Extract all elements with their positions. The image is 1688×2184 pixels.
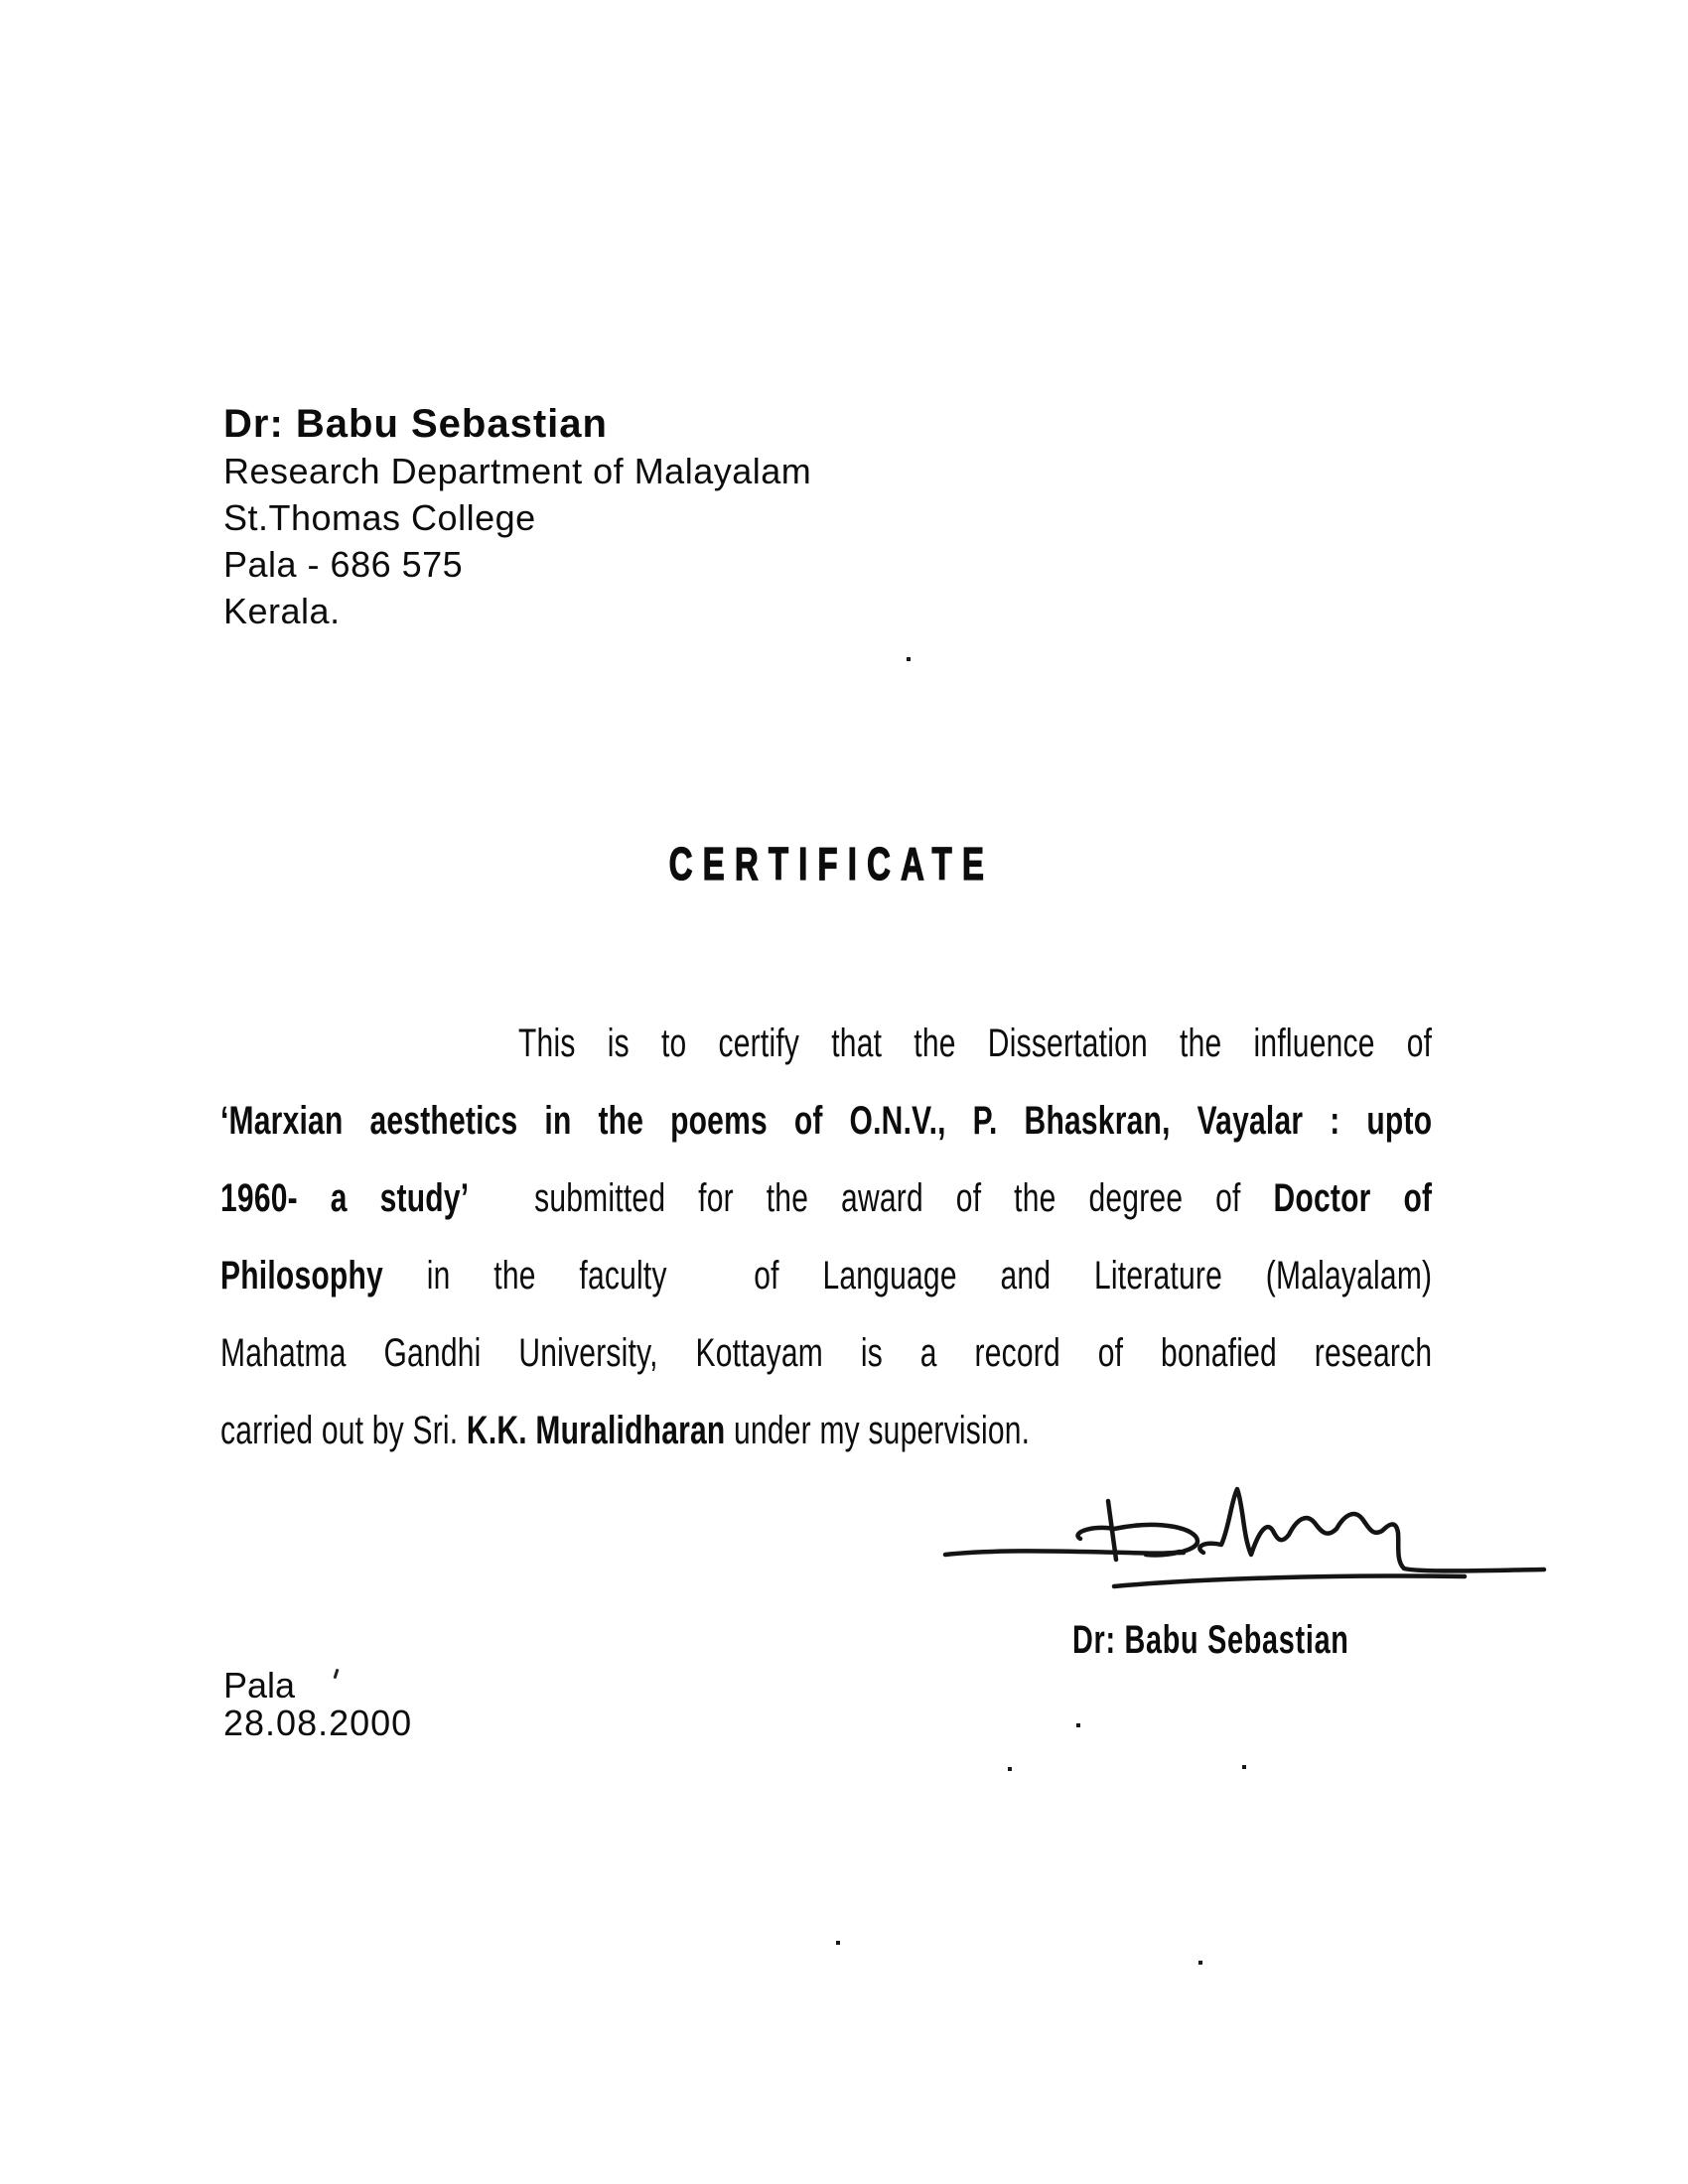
body-text: carried out by Sri. <box>220 1409 467 1452</box>
body-text: under my supervision. <box>725 1409 1031 1452</box>
letterhead-address-line: Kerala. <box>223 591 341 631</box>
body-text-bold: 1960- a study’ <box>220 1176 470 1220</box>
letterhead-address-line: Pala - 686 575 <box>223 544 464 585</box>
footer-date: 28.08.2000 <box>223 1703 413 1743</box>
scan-speck <box>1242 1765 1246 1769</box>
scan-speck <box>1008 1767 1012 1771</box>
title-row <box>0 837 1688 890</box>
scan-speck <box>1076 1723 1080 1727</box>
letterhead-name: Dr: Babu Sebastian <box>223 402 608 446</box>
body-line <box>220 1160 1432 1237</box>
letterhead-address-line: St.Thomas College <box>223 497 536 538</box>
signature-scribble <box>923 1457 1569 1626</box>
page-title: CERTIFICATE <box>668 838 994 889</box>
body-text: in the faculty of Language and Literature (Malayalam) <box>382 1254 1433 1297</box>
body-text: submitted for the award of the degree of <box>469 1176 1274 1220</box>
body-line <box>220 1237 1432 1314</box>
signatory-name: Dr: Babu Sebastian <box>1072 1618 1349 1662</box>
body-line <box>220 1082 1432 1160</box>
scan-speck <box>836 1941 840 1945</box>
body-line <box>220 1314 1432 1392</box>
scan-speck <box>1198 1961 1202 1965</box>
body-line <box>220 1005 1432 1082</box>
body-text-bold: K.K. Muralidharan <box>466 1409 726 1452</box>
body-text-bold: Doctor of <box>1273 1176 1433 1220</box>
body-text-bold: ‘Marxian aesthetics in the poems of O.N.V., P. Bhaskran, Vayalar : upto <box>220 1099 1433 1143</box>
body-text: This is to certify that the Dissertation the influence of <box>518 1022 1433 1065</box>
scan-tick-mark <box>334 1669 340 1679</box>
letterhead-address <box>223 448 811 634</box>
body-paragraph <box>220 1005 1432 1469</box>
letterhead <box>223 401 811 634</box>
letterhead-address-line: Research Department of Malayalam <box>223 451 812 491</box>
footer-place: Pala <box>223 1665 296 1706</box>
body-text-bold: Philosophy <box>220 1254 383 1297</box>
scan-speck <box>907 657 911 661</box>
body-text: Mahatma Gandhi University, Kottayam is a record of bonafied research <box>220 1331 1433 1375</box>
